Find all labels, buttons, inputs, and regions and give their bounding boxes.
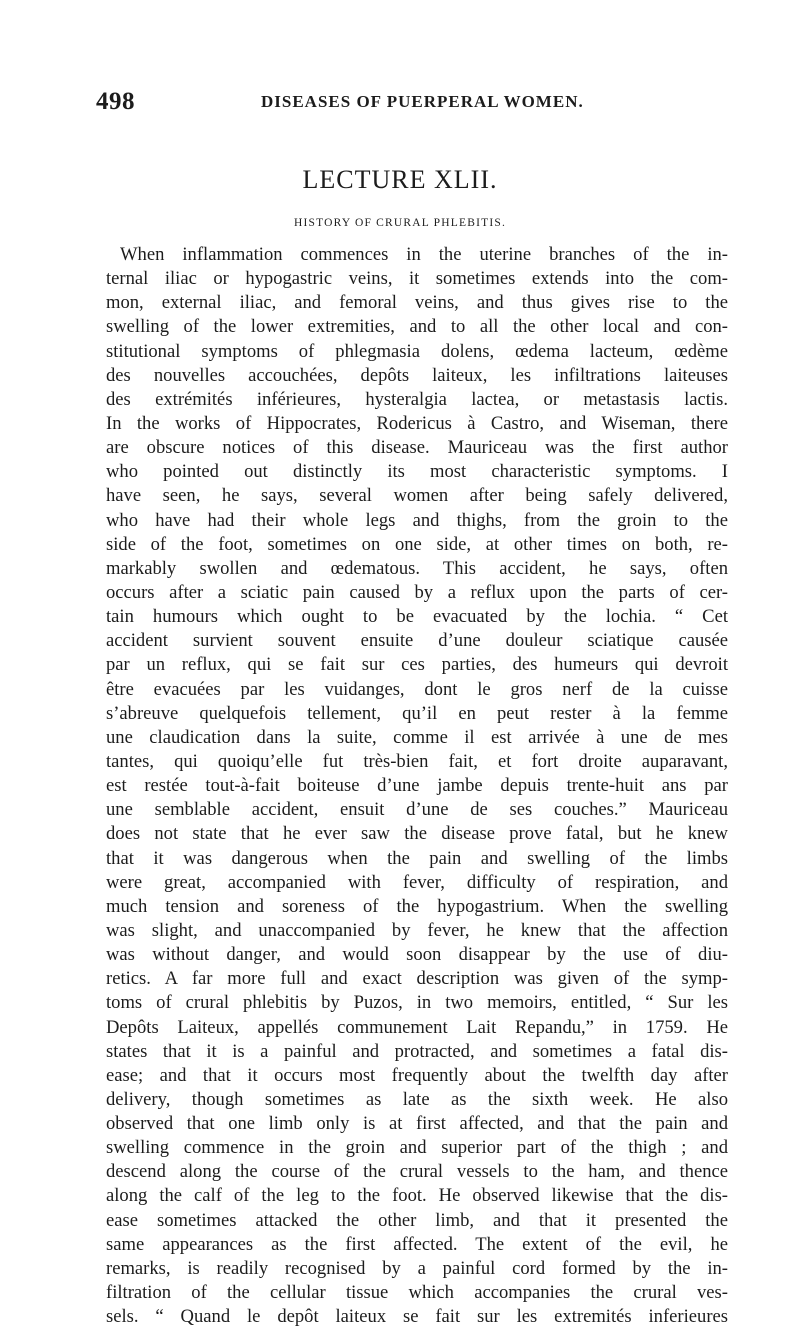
text-line: that it was dangerous when the pain and swelling of the limbs xyxy=(106,847,728,869)
text-line: states that it is a painful and protracted, and sometimes a fatal dis- xyxy=(106,1040,728,1062)
body-text xyxy=(106,243,728,1329)
text-line: much tension and soreness of the hypogastrium. When the swelling xyxy=(106,895,728,917)
text-line: observed that one limb only is at first affected, and that the pain and xyxy=(106,1113,728,1135)
text-line: were great, accompanied with fever, difficulty of respiration, and xyxy=(106,871,728,893)
text-line: par un reflux, qui se fait sur ces parties, des humeurs qui devroit xyxy=(106,654,728,676)
text-line: When inflammation commences in the uterine branches of the in- xyxy=(120,244,728,265)
text-line: sels. “ Quand le depôt laiteux se fait sur les extremités inferieures xyxy=(106,1306,728,1328)
text-line: tain humours which ought to be evacuated by the lochia. “ Cet xyxy=(106,606,728,628)
running-title: DISEASES OF PUERPERAL WOMEN. xyxy=(261,92,584,111)
text-line: who have had their whole legs and thighs, from the groin to the xyxy=(106,509,728,531)
text-line: who pointed out distinctly its most characteristic symptoms. I xyxy=(106,461,728,483)
text-line: est restée tout-à-fait boiteuse d’une jambe depuis trente-huit ans par xyxy=(106,775,728,797)
text-line: are obscure notices of this disease. Mauriceau was the first author xyxy=(106,437,728,459)
text-line: toms of crural phlebitis by Puzos, in two memoirs, entitled, “ Sur les xyxy=(106,992,728,1014)
text-line: have seen, he says, several women after being safely delivered, xyxy=(106,485,728,507)
text-line: ternal iliac or hypogastric veins, it sometimes extends into the com- xyxy=(106,268,728,290)
text-line: descend along the course of the crural vessels to the ham, and thence xyxy=(106,1161,728,1183)
text-line: être evacuées par les vuidanges, dont le gros nerf de la cuisse xyxy=(106,678,728,700)
text-line: une semblable accident, ensuit d’une de ses couches.” Mauriceau xyxy=(106,799,728,821)
page-number: 498 xyxy=(96,88,135,115)
text-line: accident survient souvent ensuite d’une douleur sciatique causée xyxy=(106,630,728,652)
text-line: delivery, though sometimes as late as the sixth week. He also xyxy=(106,1088,728,1110)
text-line: mon, external iliac, and femoral veins, and thus gives rise to the xyxy=(106,292,728,314)
text-line: along the calf of the leg to the foot. He observed likewise that the dis- xyxy=(106,1185,728,1207)
text-line: was without danger, and would soon disappear by the use of diu- xyxy=(106,944,728,966)
text-line: une claudication dans la suite, comme il est arrivée à une de mes xyxy=(106,726,728,748)
text-line: des extrémités inférieures, hysteralgia lactea, or metastasis lactis. xyxy=(106,388,728,410)
text-line: Depôts Laiteux, appellés communement Lait Repandu,” in 1759. He xyxy=(106,1016,728,1038)
text-line: s’abreuve quelquefois tellement, qu’il en peut rester à la femme xyxy=(106,702,728,724)
text-line: same appearances as the first affected. The extent of the evil, he xyxy=(106,1233,728,1255)
text-line: occurs after a sciatic pain caused by a reflux upon the parts of cer- xyxy=(106,581,728,603)
lecture-title: LECTURE XLII. xyxy=(302,165,498,194)
text-line: does not state that he ever saw the disease prove fatal, but he knew xyxy=(106,823,728,845)
text-line: stitutional symptoms of phlegmasia dolens, œdema lacteum, œdème xyxy=(106,340,728,362)
text-line: markably swollen and œdematous. This accident, he says, often xyxy=(106,557,728,579)
text-line: remarks, is readily recognised by a painful cord formed by the in- xyxy=(106,1257,728,1279)
text-line: filtration of the cellular tissue which accompanies the crural ves- xyxy=(106,1282,728,1304)
section-subtitle: HISTORY OF CRURAL PHLEBITIS. xyxy=(293,217,507,229)
text-line: ease sometimes attacked the other limb, and that it presented the xyxy=(106,1209,728,1231)
text-line: was slight, and unaccompanied by fever, he knew that the affection xyxy=(106,919,728,941)
text-line: swelling commence in the groin and superior part of the thigh ; and xyxy=(106,1137,728,1159)
text-line: side of the foot, sometimes on one side, at other times on both, re- xyxy=(106,533,728,555)
running-header xyxy=(96,88,724,118)
text-line: ease; and that it occurs most frequently about the twelfth day after xyxy=(106,1064,728,1086)
text-line: des nouvelles accouchées, depôts laiteux, les infiltrations laiteuses xyxy=(106,364,728,386)
text-line: tantes, qui quoiqu’elle fut très-bien fait, et fort droite auparavant, xyxy=(106,750,728,772)
text-line: retics. A far more full and exact description was given of the symp- xyxy=(106,968,728,990)
text-line: swelling of the lower extremities, and to all the other local and con- xyxy=(106,316,728,338)
text-line: In the works of Hippocrates, Rodericus à Castro, and Wiseman, there xyxy=(106,412,728,434)
